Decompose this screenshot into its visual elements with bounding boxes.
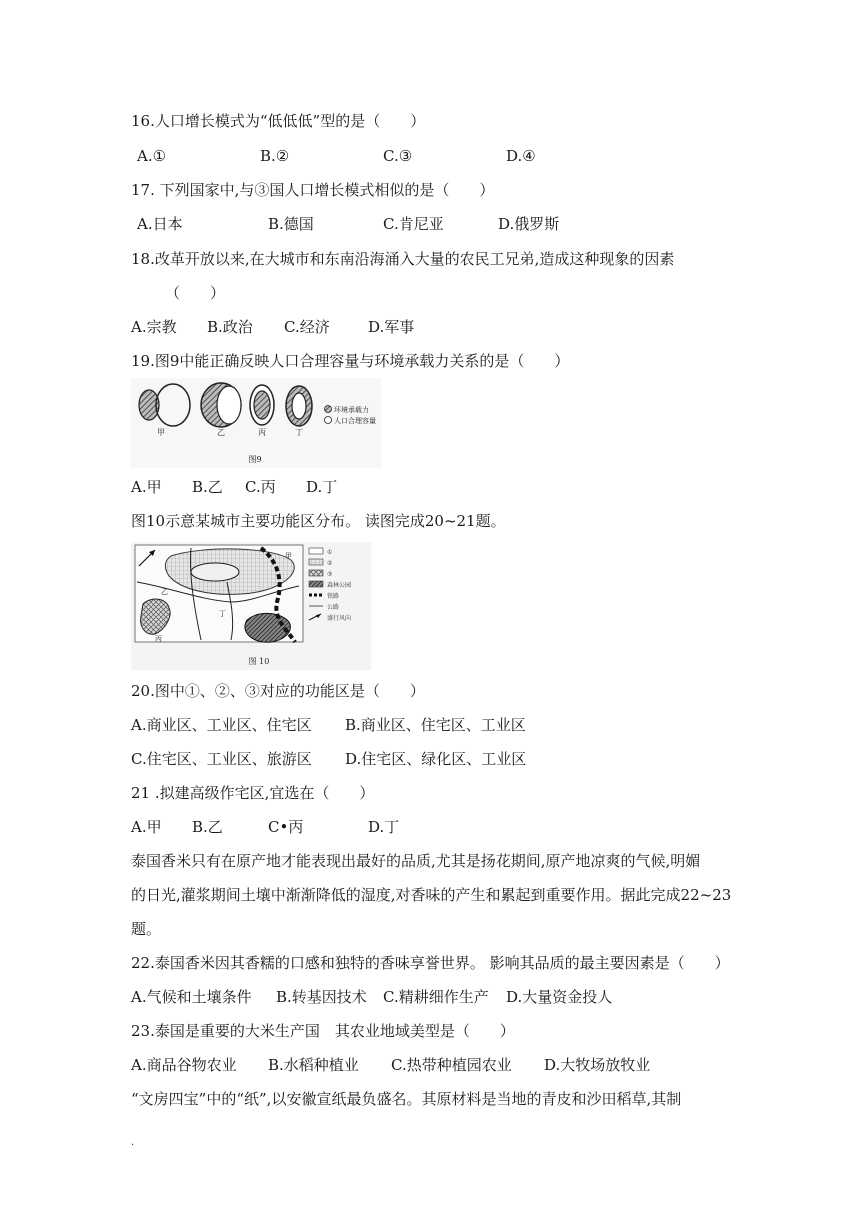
q22-option-a: A.气候和土壤条件 bbox=[131, 988, 252, 1006]
q19-option-d: D.丁 bbox=[306, 478, 338, 496]
fig9-label-ding: 丁 bbox=[295, 428, 303, 437]
q18-option-c: C.经济 bbox=[284, 318, 330, 336]
figure-10 bbox=[131, 542, 371, 670]
q17-option-c: C.肯尼亚 bbox=[383, 215, 444, 233]
q21-stem: 21 .拟建高级作宅区,宜选在（ ） bbox=[131, 784, 375, 802]
intro-20-21: 图10示意某城市主要功能区分布。 读图完成20~21题。 bbox=[131, 512, 506, 530]
q23-option-a: A.商品谷物农业 bbox=[131, 1056, 237, 1074]
fig10-forest-park bbox=[245, 613, 290, 642]
fig10-marker-bing: 丙 bbox=[155, 635, 162, 643]
q18-option-d: D.军事 bbox=[368, 318, 415, 336]
q22-stem: 22.泰国香米因其香糯的口感和独特的香味享誉世界。 影响其品质的最主要因素是（ ） bbox=[131, 954, 730, 972]
fig9-caption: 图9 bbox=[248, 455, 262, 464]
q18-option-b: B.政治 bbox=[207, 318, 253, 336]
q17-option-a: A.日本 bbox=[137, 215, 183, 233]
q22-option-d: D.大量资金投人 bbox=[506, 988, 613, 1006]
q20-option-a: A.商业区、工业区、住宅区 bbox=[131, 716, 312, 734]
fig10-legend-wind: 盛行风向 bbox=[327, 615, 352, 622]
fig10-caption: 图 10 bbox=[248, 657, 270, 666]
fig10-marker-ding: 丁 bbox=[219, 610, 226, 618]
q20-option-c: C.住宅区、工业区、旅游区 bbox=[131, 750, 312, 768]
q16-option-a: A.① bbox=[137, 147, 167, 165]
fig9-label-yi: 乙 bbox=[217, 428, 225, 437]
fig9-legend-capacity-swatch bbox=[325, 406, 332, 413]
q20-option-d: D.住宅区、绿化区、工业区 bbox=[345, 750, 527, 768]
q19-stem: 19.图9中能正确反映人口合理容量与环境承载力关系的是（ ） bbox=[131, 352, 570, 370]
fig10-legend-swatch-forest bbox=[309, 581, 323, 587]
q22-option-b: B.转基因技术 bbox=[276, 988, 367, 1006]
q23-stem: 23.泰国是重要的大米生产国 其农业地域美型是（ ） bbox=[131, 1022, 515, 1040]
fig10-legend-swatch-2 bbox=[309, 559, 323, 565]
q18-option-a: A.宗教 bbox=[131, 318, 177, 336]
q17-option-d: D.俄罗斯 bbox=[498, 215, 560, 233]
fig10-legend-2: ② bbox=[327, 560, 333, 567]
fig9-label-bing: 丙 bbox=[258, 428, 266, 437]
passage-22-line-2: 的日光,灌浆期间土壤中渐渐降低的湿度,对香味的产生和累起到重要作用。据此完成22~23 bbox=[131, 886, 732, 904]
q16-option-b: B.② bbox=[260, 147, 290, 165]
q16-stem: 16.人口增长模式为“低低低”型的是（ ） bbox=[131, 112, 426, 130]
fig10-legend-1: ① bbox=[327, 549, 333, 556]
passage-22-line-3: 题。 bbox=[131, 920, 162, 938]
q16-option-c: C.③ bbox=[383, 147, 413, 165]
fig10-center bbox=[191, 563, 239, 581]
fig9-legend-population-swatch bbox=[325, 417, 332, 424]
q18-stem-cont: （ ） bbox=[165, 284, 226, 302]
q22-option-c: C.精耕细作生产 bbox=[383, 988, 489, 1006]
fig9-bing-capacity bbox=[254, 391, 270, 419]
figure-9 bbox=[131, 378, 381, 468]
q20-option-b: B.商业区、住宅区、工业区 bbox=[345, 716, 526, 734]
q21-option-a: A.甲 bbox=[131, 818, 162, 836]
q21-option-b: B.乙 bbox=[192, 818, 223, 836]
q17-option-b: B.德国 bbox=[268, 215, 314, 233]
q18-stem: 18.改革开放以来,在大城市和东南沿海涌入大量的农民工兄弟,造成这种现象的因素 bbox=[131, 250, 675, 268]
q23-option-b: B.水稻种植业 bbox=[268, 1056, 359, 1074]
fig10-legend-swatch-1 bbox=[309, 548, 323, 554]
q21-option-d: D.丁 bbox=[368, 818, 400, 836]
q20-stem: 20.图中①、②、③对应的功能区是（ ） bbox=[131, 682, 425, 700]
fig10-legend-road: 公路 bbox=[327, 604, 340, 611]
q23-option-c: C.热带种植园农业 bbox=[391, 1056, 512, 1074]
q16-option-d: D.④ bbox=[506, 147, 536, 165]
fig10-legend-railway: 铁路 bbox=[327, 593, 340, 600]
fig10-legend-swatch-3 bbox=[309, 570, 323, 576]
q19-option-c: C.丙 bbox=[245, 478, 276, 496]
q17-stem: 17. 下列国家中,与③国人口增长模式相似的是（ ） bbox=[131, 181, 495, 199]
q19-option-a: A.甲 bbox=[131, 478, 162, 496]
footer-dot: . bbox=[131, 1137, 135, 1148]
fig10-legend-forest: 森林公园 bbox=[327, 582, 352, 589]
fig9-yi-population bbox=[217, 386, 241, 424]
fig9-legend-population: 人口合理容量 bbox=[334, 417, 376, 425]
fig10-marker-yi: 乙 bbox=[161, 588, 168, 596]
fig9-ding-population bbox=[292, 393, 306, 419]
q19-option-b: B.乙 bbox=[192, 478, 223, 496]
fig10-marker-jia: 甲 bbox=[285, 552, 292, 560]
q21-option-c: C•丙 bbox=[268, 818, 304, 836]
fig10-legend-3: ③ bbox=[327, 571, 333, 578]
fig9-legend-capacity: 环境承载力 bbox=[334, 406, 369, 414]
q23-option-d: D.大牧场放牧业 bbox=[544, 1056, 651, 1074]
passage-22-line-1: 泰国香米只有在原产地才能表现出最好的品质,尤其是扬花期间,原产地凉爽的气候,明媚 bbox=[131, 852, 701, 870]
passage-24: “文房四宝”中的“纸”,以安徽宣纸最负盛名。其原材料是当地的青皮和沙田稻草,其制 bbox=[131, 1090, 682, 1108]
fig9-label-jia: 甲 bbox=[157, 428, 165, 437]
